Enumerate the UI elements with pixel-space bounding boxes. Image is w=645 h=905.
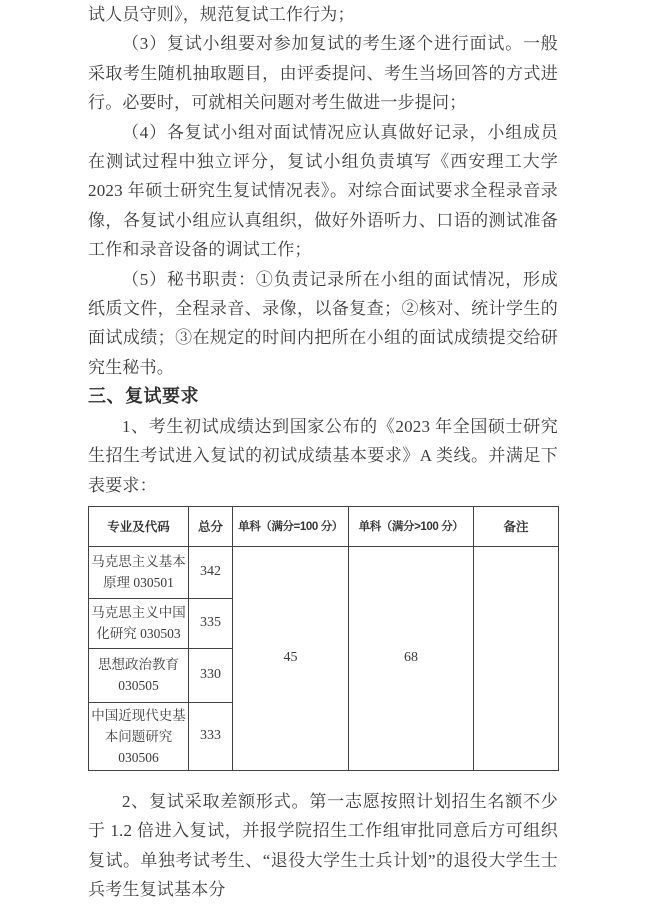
- paragraph-item-5: （5）秘书职责：①负责记录所在小组的面试情况，形成纸质文件，全程录音、录像，以备复查；②核对、统计学生的面试成绩；③在规定的时间内把所在小组的面试成绩提交给研究生秘书。: [88, 269, 558, 377]
- total-score-cell: 335: [189, 598, 233, 648]
- paragraph-item-3: （3）复试小组要对参加复试的考生逐个进行面试。一般采取考生随机抽取题目，由评委提问、考生当场回答的方式进行。必要时，可就相关问题对考生做进一步提问；: [88, 34, 558, 113]
- table-row: [89, 546, 559, 598]
- paragraph-requirement-2: 2、复试采取差额形式。第一志愿按照计划招生名额不少于 1.2 倍进入复试，并报学院招生工作组审批同意后方可组织复试。单独考试考生、“退役大学生士兵计划”的退役大学生士兵考生复试基本分: [88, 791, 558, 900]
- column-header-major-code: 专业及代码: [89, 506, 189, 546]
- total-score-cell: 333: [189, 702, 233, 770]
- column-header-total-score: 总分: [189, 506, 233, 546]
- paragraph-item-4: （4）各复试小组对面试情况应认真做好记录，小组成员在测试过程中独立评分，复试小组负责填写《西安理工大学 2023 年硕士研究生复试情况表》。对综合面试要求全程录音录像，各复试小组应认真组织，做好外语听力、口语的测试准备工作和录音设备的调试工作；: [88, 122, 558, 260]
- paragraph-continuation: 试人员守则》，规范复试工作行为；: [88, 5, 355, 24]
- major-cell: 中国近现代史基本问题研究 030506: [89, 702, 189, 770]
- total-score-cell: 330: [189, 648, 233, 702]
- column-header-single-subject-eq100: 单科（满分=100 分）: [233, 506, 349, 546]
- table-header-row: [89, 506, 559, 546]
- paragraph-requirement-1: 1、考生初试成绩达到国家公布的《2023 年全国硕士研究生招生考试进入复试的初试成绩基本要求》A 类线。并满足下表要求：: [88, 416, 558, 495]
- single-subject-gt100-cell: 68: [349, 546, 474, 770]
- single-subject-eq100-cell: 45: [233, 546, 349, 770]
- major-cell: 马克思主义基本原理 030501: [89, 546, 189, 598]
- column-header-remark: 备注: [474, 506, 559, 546]
- major-cell: 思想政治教育 030505: [89, 648, 189, 702]
- section-heading: 三、复试要求: [88, 386, 199, 407]
- remark-cell: [474, 546, 559, 770]
- score-requirements-table: [88, 506, 559, 771]
- total-score-cell: 342: [189, 546, 233, 598]
- major-cell: 马克思主义中国化研究 030503: [89, 598, 189, 648]
- column-header-single-subject-gt100: 单科（满分>100 分）: [349, 506, 474, 546]
